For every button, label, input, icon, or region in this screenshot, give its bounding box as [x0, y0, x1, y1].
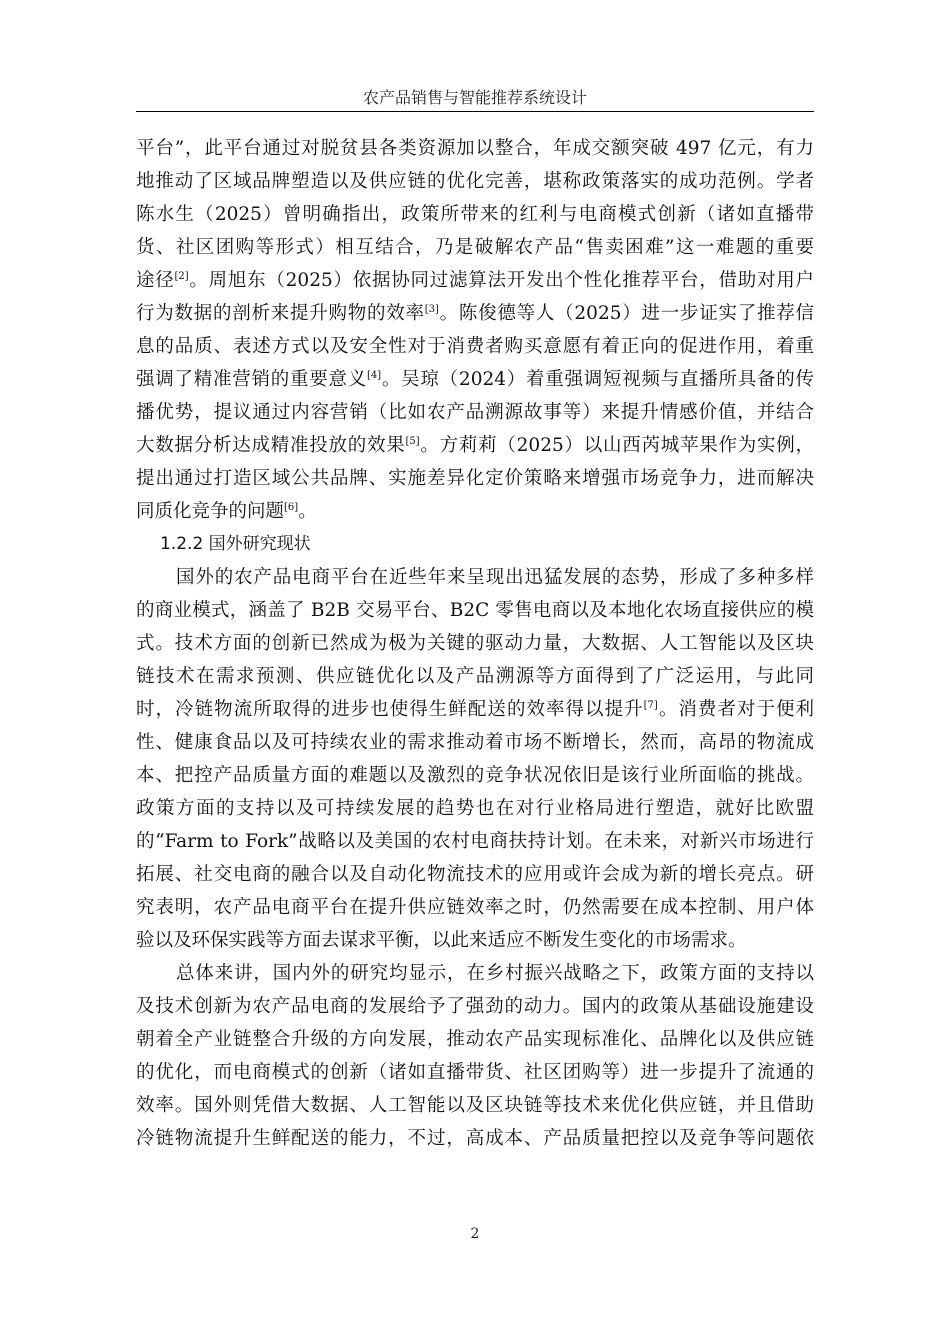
text-line: 途径[2]。周旭东（2025）依据协同过滤算法开发出个性化推荐平台，借助对用户	[136, 270, 814, 291]
text-line: 同质化竞争的问题[6]。	[136, 501, 317, 522]
text-line: 提出通过打造区域公共品牌、实施差异化定价策略来增强市场竞争力，进而解决	[136, 468, 814, 489]
text-line: 朝着全产业链整合升级的方向发展，推动农产品实现标准化、品牌化以及供应链	[136, 1029, 814, 1050]
text-line: 行为数据的剖析来提升购物的效率[3]。陈俊德等人（2025）进一步证实了推荐信	[136, 303, 814, 324]
text-line: 及技术创新为农产品电商的发展给予了强劲的动力。国内的政策从基础设施建设	[136, 996, 814, 1017]
running-header: 农产品销售与智能推荐系统设计	[362, 88, 587, 107]
text-line: 的“Farm to Fork”战略以及美国的农村电商扶持计划。在未来，对新兴市场进行	[136, 831, 814, 852]
page-number: 2	[470, 1226, 480, 1242]
text-line: 链技术在需求预测、供应链优化以及产品溯源等方面得到了广泛运用，与此同	[136, 666, 814, 687]
text-line: 总体来讲，国内外的研究均显示，在乡村振兴战略之下，政策方面的支持以	[176, 963, 814, 984]
text-line: 息的品质、表述方式以及安全性对于消费者购买意愿有着正向的促进作用，着重	[136, 336, 814, 357]
citation-ref: [2]	[174, 271, 189, 282]
text-line: 拓展、社交电商的融合以及自动化物流技术的应用或许会成为新的增长亮点。研	[136, 864, 814, 885]
citation-ref: [7]	[643, 700, 658, 711]
text-line: 陈水生（2025）曾明确指出，政策所带来的红利与电商模式创新（诸如直播带	[136, 204, 814, 225]
citation-ref: [4]	[367, 370, 382, 381]
document-body	[136, 132, 814, 1155]
text-line: 冷链物流提升生鲜配送的能力，不过，高成本、产品质量把控以及竞争等问题依	[136, 1128, 814, 1149]
text-line: 时，冷链物流所取得的进步也使得生鲜配送的效率得以提升[7]。消费者对于便利	[136, 699, 814, 720]
text-line: 究表明，农产品电商平台在提升供应链效率之时，仍然需要在成本控制、用户体	[136, 897, 814, 918]
paragraph-foreign-research	[136, 561, 814, 957]
section-heading: 1.2.2 国外研究现状	[160, 534, 311, 554]
text-line: 验以及环保实践等方面去谋求平衡，以此来适应不断发生变化的市场需求。	[136, 930, 747, 951]
header-divider	[136, 111, 814, 112]
text-line: 的商业模式，涵盖了 B2B 交易平台、B2C 零售电商以及本地化农场直接供应的模	[136, 600, 814, 621]
paragraph-summary	[136, 957, 814, 1155]
text-line: 效率。国外则凭借大数据、人工智能以及区块链等技术来优化供应链，并且借助	[136, 1095, 814, 1116]
citation-ref: [3]	[424, 304, 439, 315]
text-line: 性、健康食品以及可持续农业的需求推动着市场不断增长，然而，高昂的物流成	[136, 732, 814, 753]
text-line: 强调了精准营销的重要意义[4]。吴琼（2024）着重强调短视频与直播所具备的传	[136, 369, 814, 390]
text-line: 地推动了区域品牌塑造以及供应链的优化完善，堪称政策落实的成功范例。学者	[136, 171, 814, 192]
paragraph-domestic-research	[136, 132, 814, 528]
text-line: 平台”，此平台通过对脱贫县各类资源加以整合，年成交额突破 497 亿元，有力	[136, 138, 814, 159]
text-line: 货、社区团购等形式）相互结合，乃是破解农产品“售卖困难”这一难题的重要	[136, 237, 814, 258]
text-line: 大数据分析达成精准投放的效果[5]。方莉莉（2025）以山西芮城苹果作为实例，	[136, 435, 814, 456]
text-line: 政策方面的支持以及可持续发展的趋势也在对行业格局进行塑造，就好比欧盟	[136, 798, 814, 819]
citation-ref: [5]	[405, 436, 420, 447]
text-line: 播优势，提议通过内容营销（比如农产品溯源故事等）来提升情感价值，并结合	[136, 402, 814, 423]
text-line: 的优化，而电商模式的创新（诸如直播带货、社区团购等）进一步提升了流通的	[136, 1062, 814, 1083]
citation-ref: [6]	[284, 502, 299, 513]
text-line: 本、把控产品质量方面的难题以及激烈的竞争状况依旧是该行业所面临的挑战。	[136, 765, 814, 786]
text-line: 式。技术方面的创新已然成为极为关键的驱动力量，大数据、人工智能以及区块	[136, 633, 814, 654]
text-line: 国外的农产品电商平台在近些年来呈现出迅猛发展的态势，形成了多种多样	[176, 567, 814, 588]
